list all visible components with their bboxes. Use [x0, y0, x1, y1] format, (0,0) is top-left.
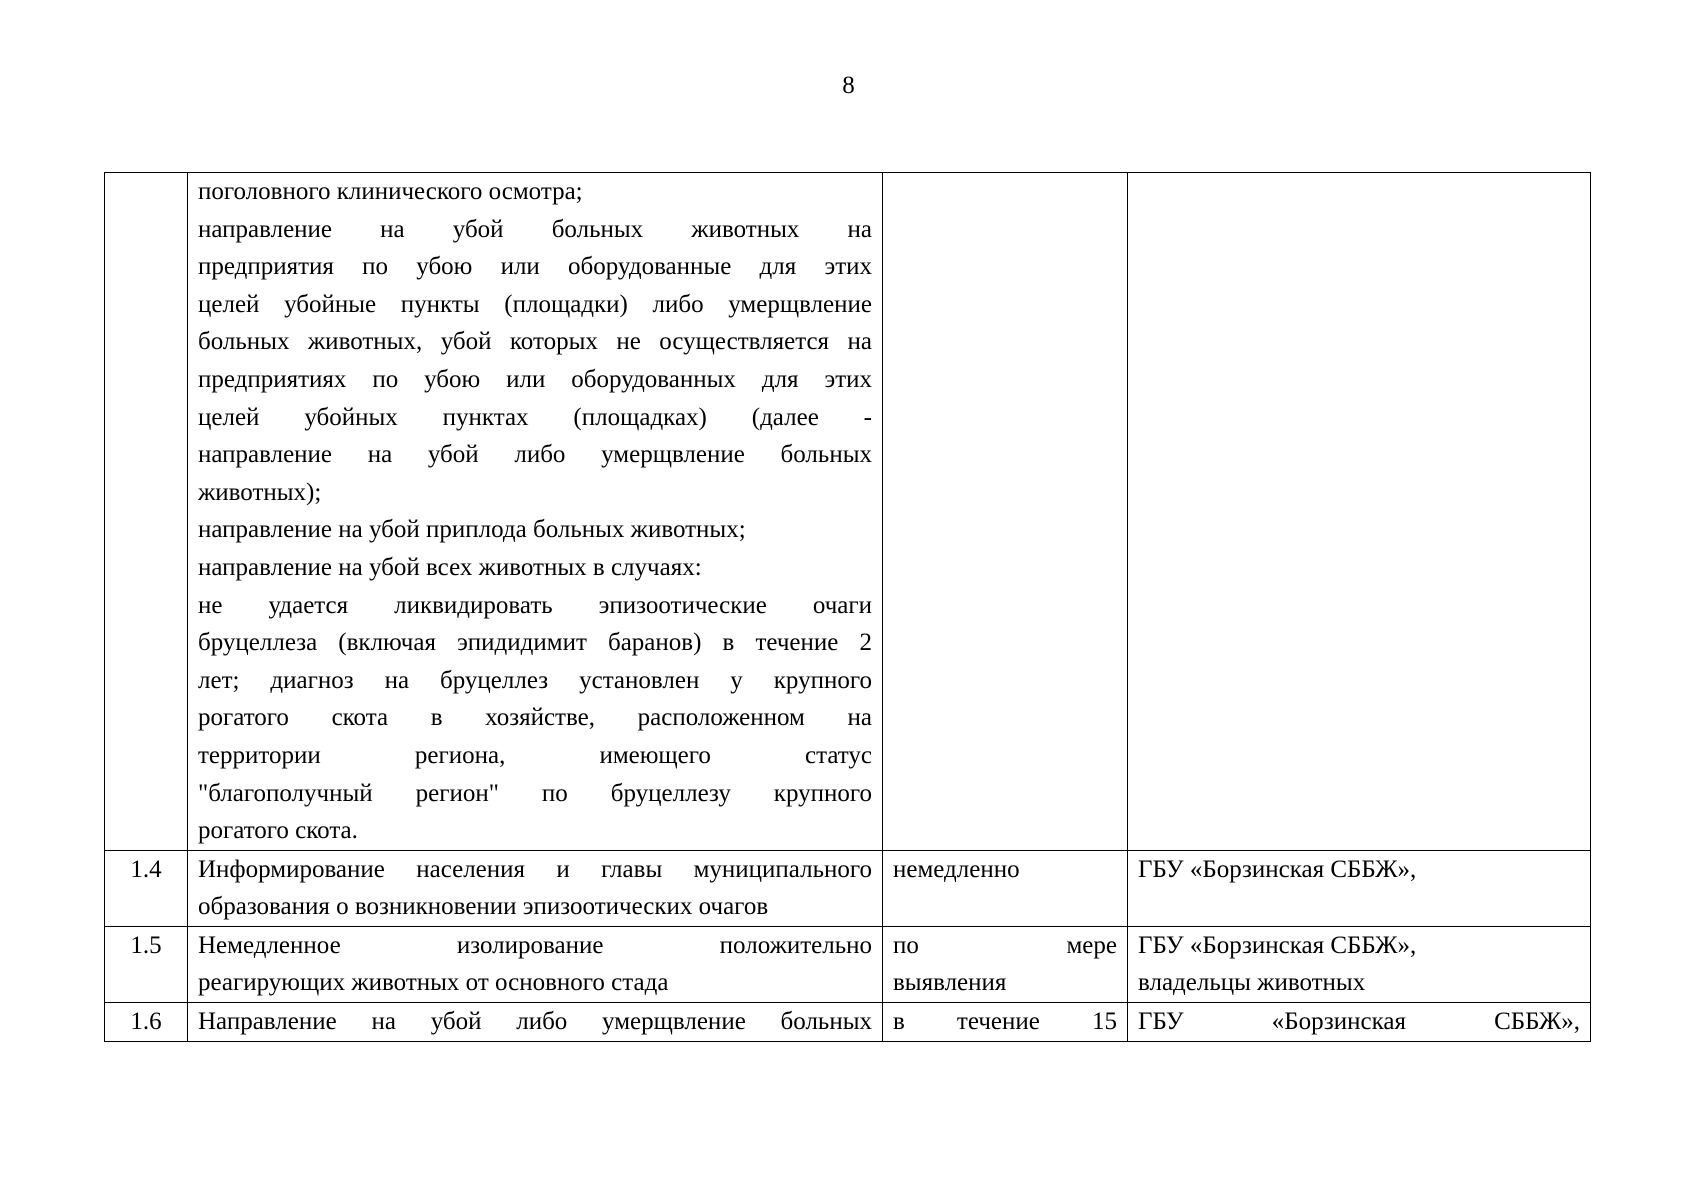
- table-row: [105, 926, 1591, 1002]
- text-line: бруцеллеза (включая эпидидимит баранов) в течение 2: [198, 629, 872, 657]
- cell-number: [105, 173, 188, 851]
- cell-term: [883, 926, 1128, 1002]
- text-line: Немедленное изолирование положительно: [198, 931, 872, 959]
- cell-action: [188, 173, 883, 851]
- cell-number: 1.6: [105, 1003, 188, 1042]
- table-row-continued: [105, 173, 1591, 851]
- text-line: направление на убой либо умерщвление больных: [198, 441, 872, 469]
- text-line: животных);: [198, 478, 322, 506]
- cell-action: [188, 850, 883, 926]
- page-number: 8: [842, 72, 855, 99]
- text-line: Направление на убой либо умерщвление больных: [198, 1008, 872, 1036]
- cell-term: [883, 1003, 1128, 1042]
- text-line: Информирование населения и главы муниципального: [198, 855, 872, 883]
- text-line: в течение 15: [893, 1008, 1117, 1036]
- text-line: поголовного клинического осмотра;: [198, 178, 583, 205]
- text-line: ГБУ «Борзинская СББЖ»,: [1138, 855, 1417, 883]
- text-line: предприятиях по убою или оборудованных для этих: [198, 365, 872, 393]
- cell-term: [883, 173, 1128, 851]
- text-line: лет; диагноз на бруцеллез установлен у крупного: [198, 666, 872, 694]
- text-line: направление на убой всех животных в случаях:: [198, 553, 702, 581]
- table-row: [105, 850, 1591, 926]
- text-line: по мере: [893, 931, 1117, 959]
- cell-action: [188, 1003, 883, 1042]
- cell-action: [188, 926, 883, 1002]
- text-line: ГБУ «Борзинская СББЖ»,: [1138, 931, 1417, 959]
- cell-responsible: [1128, 173, 1591, 851]
- text-line: "благополучный регион" по бруцеллезу крупного: [198, 779, 872, 807]
- text-line: ГБУ «Борзинская СББЖ»,: [1138, 1008, 1580, 1036]
- text-line: предприятия по убою или оборудованные для этих: [198, 253, 872, 281]
- text-line: выявления: [893, 969, 1007, 997]
- text-line: направление на убой приплода больных животных;: [198, 516, 746, 544]
- text-line: территории региона, имеющего статус: [198, 741, 872, 769]
- text-line: рогатого скота.: [198, 817, 358, 845]
- cell-number: 1.5: [105, 926, 188, 1002]
- cell-term: [883, 850, 1128, 926]
- measures-table: [104, 172, 1591, 1042]
- text-line: целей убойные пункты (площадки) либо умерщвление: [198, 290, 872, 318]
- cell-responsible: [1128, 926, 1591, 1002]
- text-line: больных животных, убой которых не осуществляется на: [198, 328, 872, 356]
- cell-responsible: [1128, 850, 1591, 926]
- text-line: направление на убой больных животных на: [198, 215, 872, 243]
- text-line: немедленно: [893, 855, 1020, 883]
- text-line: образования о возникновении эпизоотических очагов: [198, 893, 769, 921]
- text-line: не удается ликвидировать эпизоотические очаги: [198, 591, 872, 619]
- cell-number: 1.4: [105, 850, 188, 926]
- text-line: реагирующих животных от основного стада: [198, 969, 669, 997]
- cell-responsible: [1128, 1003, 1591, 1042]
- text-line: рогатого скота в хозяйстве, расположенном на: [198, 704, 872, 732]
- text-line: владельцы животных: [1138, 969, 1366, 997]
- text-line: целей убойных пунктах (площадках) (далее -: [198, 403, 872, 431]
- table-row: [105, 1003, 1591, 1042]
